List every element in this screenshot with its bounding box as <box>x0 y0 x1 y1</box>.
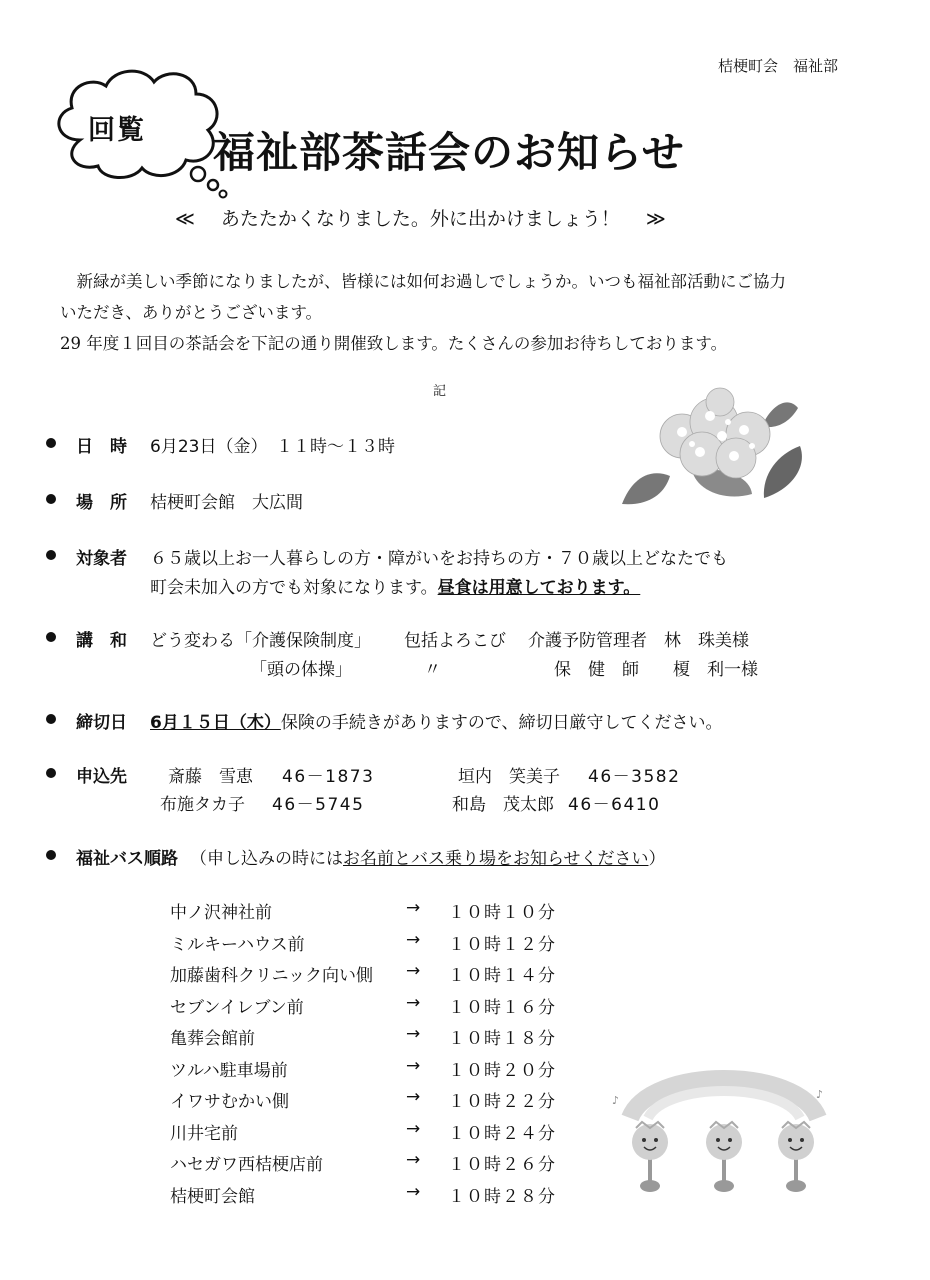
intro-line-1: 新緑が美しい季節になりましたが、皆様には如何お過しでしょうか。いつも福祉部活動にご協力 <box>76 272 786 291</box>
bus-stop-name: 中ノ沢神社前 <box>170 903 272 923</box>
bullet-icon <box>46 438 56 448</box>
contact-name: 斎藤 雪恵 <box>168 767 253 787</box>
lecture-speaker-2: 保 健 師 榎 利一様 <box>554 660 758 680</box>
deadline-date: 6月１５日（木） <box>150 713 281 733</box>
arrow-icon: → <box>406 1055 421 1076</box>
apply-label: 申込先 <box>76 767 127 787</box>
bus-stop-name: 川井宅前 <box>170 1123 238 1144</box>
lecture-topic-1: どう変わる「介護保険制度」 <box>150 631 371 651</box>
bus-stop-name: ツルハ駐車場前 <box>170 1060 288 1081</box>
bus-stop-name: セブンイレブン前 <box>170 997 304 1018</box>
bus-stop-name: ミルキーハウス前 <box>170 934 305 955</box>
arrow-icon: → <box>406 1181 421 1202</box>
subtitle-open: ≪ <box>175 208 195 230</box>
bullet-icon <box>46 768 56 778</box>
intro-line-3: 29 年度１回目の茶話会を下記の通り開催致します。たくさんの参加お待ちしております。 <box>60 334 728 353</box>
bus-stop-time: １０時１０分 <box>448 903 556 923</box>
svg-text:♪: ♪ <box>612 1094 620 1107</box>
subtitle-close: ≫ <box>645 208 666 230</box>
hydrangea-illustration-icon <box>612 386 827 510</box>
arrow-icon: → <box>406 1024 421 1044</box>
circular-label: 回覧 <box>88 115 146 146</box>
bus-stop-time: １０時１８分 <box>448 1029 556 1049</box>
bus-stop-name: 桔梗町会館 <box>170 1186 255 1207</box>
bus-stop-time: １０時２２分 <box>448 1092 556 1112</box>
svg-text:♪: ♪ <box>816 1088 824 1101</box>
target-label: 対象者 <box>76 549 127 569</box>
bus-stop-name: イワサむかい側 <box>170 1092 289 1112</box>
bullet-icon <box>46 714 56 724</box>
bullet-icon <box>46 632 56 642</box>
bus-stop-time: １０時２０分 <box>448 1060 556 1081</box>
bus-stop-name: 亀葬会館前 <box>170 1029 255 1049</box>
lecture-speaker-1: 介護予防管理者 林 珠美様 <box>528 631 749 651</box>
lecture-ditto: 〃 <box>424 660 441 680</box>
contact-phone: 46－6410 <box>568 795 661 815</box>
lecture-topic-2: 「頭の体操」 <box>250 660 352 680</box>
bus-stop-time: １０時２４分 <box>448 1123 556 1144</box>
contact-phone: 46－1873 <box>282 767 375 787</box>
bus-note-emph: お名前とバス乗り場をお知らせください <box>343 849 649 869</box>
bus-note-pre: （申し込みの時には <box>190 849 343 869</box>
bus-stop-time: １０時１２分 <box>448 934 556 955</box>
contact-name: 垣内 笑美子 <box>458 767 560 787</box>
contact-phone: 46－5745 <box>272 795 365 815</box>
intro-line-2: いただき、ありがとうございます。 <box>60 303 323 322</box>
arrow-icon: → <box>406 929 421 950</box>
arrow-icon: → <box>406 898 421 918</box>
bus-stop-time: １０時１４分 <box>448 966 556 986</box>
lecture-label: 講 和 <box>76 631 127 651</box>
datetime-label: 日 時 <box>76 437 127 457</box>
target-line-1: ６５歳以上お一人暮らしの方・障がいをお持ちの方・７０歳以上どなたでも <box>150 549 728 569</box>
place-value: 桔梗町会館 大広間 <box>150 493 303 513</box>
bus-stop-time: １０時２６分 <box>448 1155 556 1175</box>
bus-label: 福祉バス順路 <box>76 849 178 869</box>
deadline-label: 締切日 <box>76 713 127 733</box>
organization-name: 桔梗町会 福祉部 <box>717 57 838 75</box>
intro-text <box>60 266 850 359</box>
target-lunch-note: 昼食は用意しております。 <box>437 578 641 598</box>
ki-heading: 記 <box>433 384 447 399</box>
bus-stop-name: ハセガワ西桔梗店前 <box>170 1155 323 1175</box>
flowers-rainbow-illustration-icon <box>610 1052 838 1202</box>
datetime-value: 6月23日（金） １１時～１３時 <box>150 437 395 457</box>
subtitle <box>175 204 666 231</box>
place-label: 場 所 <box>76 493 127 513</box>
contact-name: 和島 茂太郎 <box>452 795 554 815</box>
arrow-icon: → <box>406 1087 421 1107</box>
subtitle-text: あたたかくなりました。外に出かけましょう！ <box>220 208 620 230</box>
bus-stop-time: １０時１６分 <box>448 997 556 1018</box>
bus-note-post: ） <box>648 849 666 869</box>
bullet-icon <box>46 494 56 504</box>
target-line-2: 町会未加入の方でも対象になります。 <box>150 578 438 598</box>
arrow-icon: → <box>406 961 421 981</box>
arrow-icon: → <box>406 1118 421 1139</box>
page-title: 福祉部茶話会のお知らせ <box>213 128 685 177</box>
bullet-icon <box>46 850 56 860</box>
lecture-org: 包括よろこび <box>404 631 506 651</box>
arrow-icon: → <box>406 992 421 1013</box>
bullet-icon <box>46 550 56 560</box>
bus-stop-time: １０時２８分 <box>448 1186 556 1207</box>
bus-stop-name: 加藤歯科クリニック向い側 <box>170 966 373 986</box>
contact-phone: 46－3582 <box>588 767 681 787</box>
contact-name: 布施タカ子 <box>160 795 245 815</box>
arrow-icon: → <box>406 1150 421 1170</box>
deadline-note: 保険の手続きがありますので、締切日厳守してください。 <box>280 713 723 733</box>
